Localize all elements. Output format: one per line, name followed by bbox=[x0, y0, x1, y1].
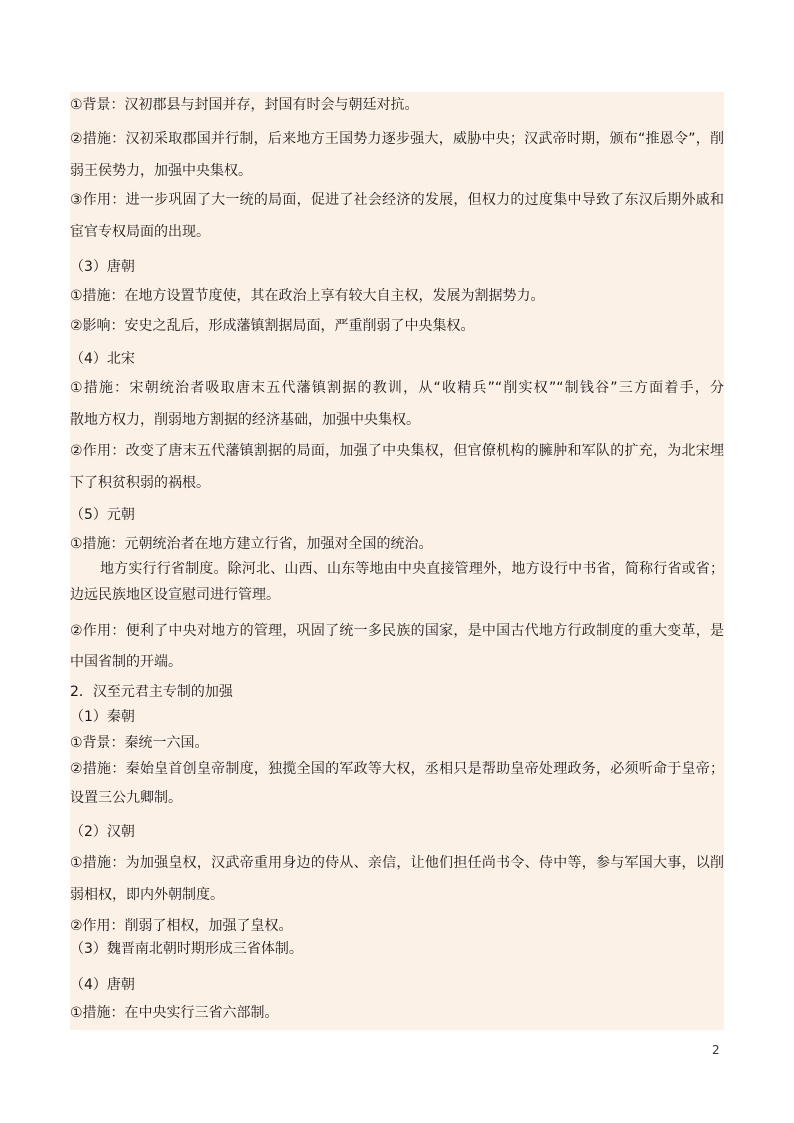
text-line: 中国省制的开端。 bbox=[70, 654, 182, 670]
text-line: ①措施：元朝统治者在地方建立行省，加强对全国的统治。 bbox=[70, 536, 433, 552]
text-line: 宦官专权局面的出现。 bbox=[70, 224, 210, 240]
section-heading: 2．汉至元君主专制的加强 bbox=[70, 684, 233, 700]
text-line: ③作用：进一步巩固了大一统的局面，促进了社会经济的发展，但权力的过度集中导致了东汉后期外戚和 bbox=[70, 192, 724, 208]
text-line: （3）魏晋南北朝时期形成三省体制。 bbox=[70, 941, 303, 957]
text-line: 散地方权力，削弱地方割据的经济基础，加强中央集权。 bbox=[70, 412, 420, 428]
section-heading: （4）北宋 bbox=[70, 351, 135, 367]
text-line: ①背景：汉初郡县与封国并存，封国有时会与朝廷对抗。 bbox=[70, 97, 419, 113]
text-line: ②作用：削弱了相权，加强了皇权。 bbox=[70, 918, 293, 934]
text-line: ②作用：便利了中央对地方的管理，巩固了统一多民族的国家，是中国古代地方行政制度的重大变革，是 bbox=[70, 623, 724, 639]
text-line: ②影响：安史之乱后，形成藩镇割据局面，严重削弱了中央集权。 bbox=[70, 318, 475, 334]
text-line: ②作用：改变了唐末五代藩镇割据的局面，加强了中央集权，但官僚机构的臃肿和军队的扩充，为北宋埋 bbox=[70, 443, 724, 459]
section-heading: （5）元朝 bbox=[70, 507, 135, 523]
text-line: ②措施：汉初采取郡国并行制，后来地方王国势力逐步强大，威胁中央；汉武帝时期，颁布“推恩令”，削 bbox=[70, 131, 724, 147]
page-number: 2 bbox=[712, 1043, 720, 1057]
text-line: ①背景：秦统一六国。 bbox=[70, 735, 209, 751]
text-line: ①措施：为加强皇权，汉武帝重用身边的侍从、亲信，让他们担任尚书令、侍中等，参与军国大事，以削 bbox=[70, 855, 724, 871]
section-heading: （4）唐朝 bbox=[70, 977, 135, 993]
text-line: ①措施：在中央实行三省六部制。 bbox=[70, 1005, 279, 1021]
section-heading: （3）唐朝 bbox=[70, 259, 135, 275]
text-line: ②措施：秦始皇首创皇帝制度，独揽全国的军政等大权，丞相只是帮助皇帝处理政务，必须听命于皇帝； bbox=[70, 761, 724, 777]
text-line: 弱相权，即内外朝制度。 bbox=[70, 887, 224, 903]
text-line: 设置三公九卿制。 bbox=[70, 790, 182, 806]
section-heading: （1）秦朝 bbox=[70, 709, 135, 725]
document-body bbox=[70, 92, 724, 1030]
text-line: 弱王侯势力，加强中央集权。 bbox=[70, 163, 252, 179]
text-line: 边远民族地区设宣慰司进行管理。 bbox=[70, 587, 280, 603]
section-heading: （2）汉朝 bbox=[70, 824, 135, 840]
text-line: 地方实行行省制度。除河北、山西、山东等地由中央直接管理外，地方设行中书省，简称行省或省； bbox=[100, 561, 724, 577]
text-line: ①措施：宋朝统治者吸取唐末五代藩镇割据的教训，从“收精兵”“削实权”“制钱谷”三方面着手，分 bbox=[70, 380, 724, 396]
text-line: 下了积贫积弱的祸根。 bbox=[70, 475, 210, 491]
text-line: ①措施：在地方设置节度使，其在政治上享有较大自主权，发展为割据势力。 bbox=[70, 288, 545, 304]
